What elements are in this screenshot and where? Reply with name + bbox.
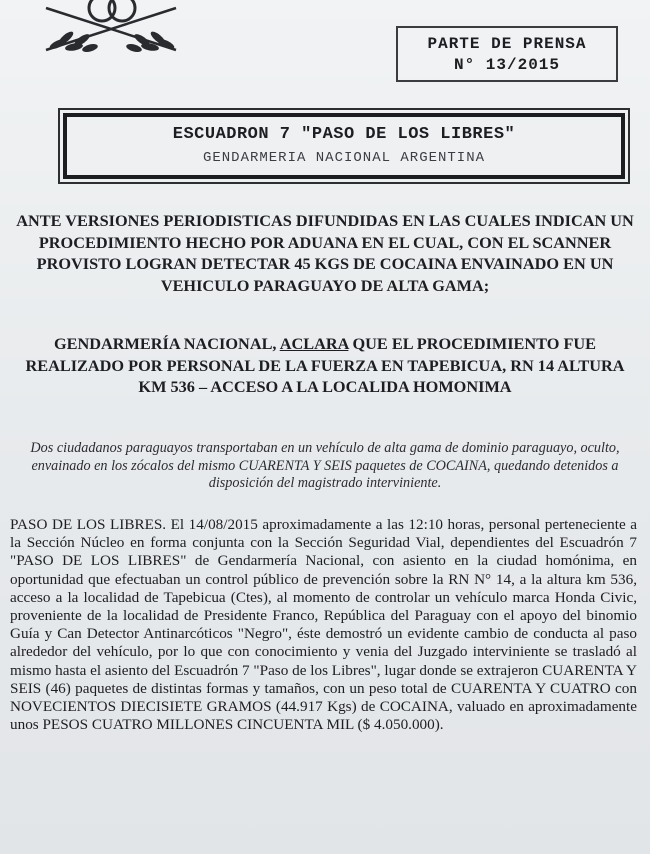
summary-paragraph: Dos ciudadanos paraguayos transportaban en un vehículo de alta gama de dominio paraguayo, oculto, envainado en los zócalos del mismo CUARENTA Y SEIS paquetes de COCAINA, quedando detenidos a disposición del magistrado interviniente. (30, 440, 620, 492)
press-release-box (396, 26, 618, 82)
headline-clarification-start: GENDARMERÍA NACIONAL, (53, 334, 280, 353)
gendarmeria-emblem-icon (36, 0, 186, 62)
unit-title: ESCUADRON 7 "PASO DE LOS LIBRES" (172, 125, 516, 144)
press-release-label: PARTE DE PRENSA (427, 35, 587, 53)
press-release-number: N° 13/2015 (453, 56, 560, 74)
body-paragraph: PASO DE LOS LIBRES. El 14/08/2015 aproximadamente a las 12:10 horas, personal perteneciente a la Sección Núcleo en forma conjunta con la Sección Seguridad Vial, dependientes del Escuadrón 7 "PASO DE LOS LIBRES" de Gendarmería Nacional, con asiento en la ciudad homónima, en oportunidad que efectuaban un control público de prevención sobre la RN N° 14, a la altura km 536, acceso a la localidad de Tapebicua (Ctes), al momento de controlar un vehículo marca Honda Civic, proveniente de la localidad de Presidente Franco, República del Paraguay con el apoyo del binomio Guía y Can Detector Antinarcóticos "Negro", éste demostró un evidente cambio de conducta al paso alrededor del vehículo, por lo que con conocimiento y venia del Juzgado interviniente se trasladó al mismo hasta el asiento del Escuadrón 7 "Paso de los Libres", lugar donde se extrajeron CUARENTA Y SEIS (46) paquetes de distintas formas y tamaños, con un peso total de CUARENTA Y CUATRO con NOVECIENTOS DIECISIETE GRAMOS (44.917 Kgs) de COCAINA, valuado en aproximadamente unos PESOS CUATRO MILLONES CINCUENTA MIL ($ 4.050.000). (10, 516, 637, 734)
headline-clarification (10, 333, 640, 398)
headline-versions: ANTE VERSIONES PERIODISTICAS DIFUNDIDAS EN LAS CUALES INDICAN UN PROCEDIMIENTO HECHO POR ADUANA EN EL CUAL, CON EL SCANNER PROVISTO LOGRAN DETECTAR 45 KGS DE COCAINA ENVAINADO EN UN VEHICULO PARAGUAYO DE ALTA GAMA; (16, 211, 634, 295)
unit-subtitle: GENDARMERIA NACIONAL ARGENTINA (202, 150, 486, 166)
unit-header-inner (63, 113, 625, 179)
unit-header-box (58, 108, 630, 184)
headline-clarification-aclara: ACLARA (279, 334, 349, 353)
headline-clarification-end: QUE EL PROCEDIMIENTO FUE REALIZADO POR PERSONAL DE LA FUERZA EN TAPEBICUA, RN 14 ALTURA KM 536 – ACCESO A LA LOCALIDA HOMONIMA (25, 334, 625, 396)
